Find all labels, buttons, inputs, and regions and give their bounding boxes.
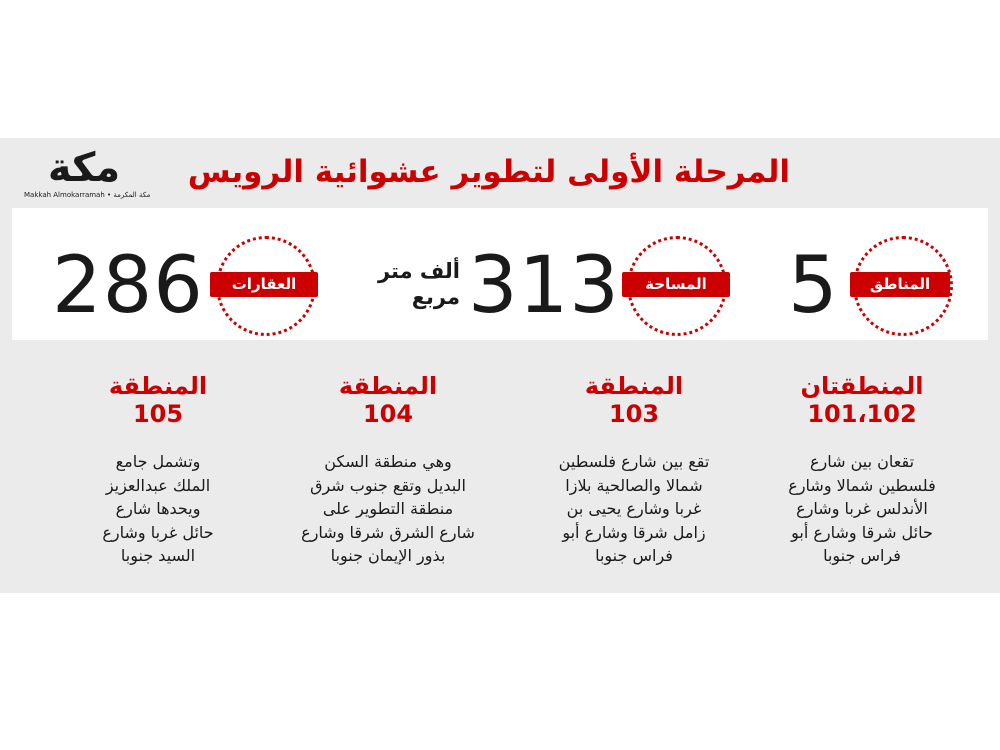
zone-line: حائل غربا وشارع bbox=[102, 522, 214, 542]
zone-line: فلسطين شمالا وشارع bbox=[788, 475, 936, 495]
zone-line: بذور الإيمان جنوبا bbox=[330, 546, 446, 565]
zone-line: ويحدها شارع bbox=[115, 499, 201, 518]
zone-line: فراس جنوبا bbox=[823, 546, 901, 565]
zone-line: الملك عبدالعزيز bbox=[105, 475, 211, 495]
zone-line: فراس جنوبا bbox=[595, 546, 673, 565]
zone-number: 104 bbox=[362, 400, 414, 428]
zone-line: تقع بين شارع فلسطين bbox=[558, 452, 710, 471]
properties-badge: العقارات bbox=[210, 272, 318, 297]
zone-line: البديل وتقع جنوب شرق bbox=[310, 475, 466, 495]
zone-title: المنطقة bbox=[584, 372, 684, 400]
zone-line: وتشمل جامع bbox=[115, 452, 201, 471]
zone-line: غربا وشارع يحيى بن bbox=[566, 499, 702, 518]
zone-101-102 bbox=[752, 372, 972, 568]
zone-line: حائل شرقا وشارع أبو bbox=[791, 522, 933, 542]
regions-badge: المناطق bbox=[850, 272, 950, 297]
zone-number: 101،102 bbox=[807, 400, 917, 428]
zone-description bbox=[278, 450, 498, 568]
zone-line: وهي منطقة السكن bbox=[324, 452, 452, 471]
zone-line: تقعان بين شارع bbox=[809, 452, 915, 471]
area-unit-line1: ألف متر bbox=[377, 259, 460, 283]
zone-line: شمالا والصالحية بلازا bbox=[565, 475, 703, 495]
logo-tagline: Makkah Almokarramah • مكة المكرمة bbox=[24, 191, 151, 199]
zone-105 bbox=[48, 372, 268, 568]
area-value: 313 bbox=[468, 241, 620, 331]
zone-104 bbox=[278, 372, 498, 568]
area-badge: المساحة bbox=[622, 272, 730, 297]
zone-description bbox=[48, 450, 268, 568]
zone-description bbox=[752, 450, 972, 568]
properties-value: 286 bbox=[52, 241, 204, 331]
zone-line: زامل شرقا وشارع أبو bbox=[562, 522, 706, 542]
zone-title: المنطقة bbox=[338, 372, 438, 400]
zone-line: السيد جنوبا bbox=[120, 546, 196, 565]
regions-value: 5 bbox=[788, 241, 839, 331]
zone-title: المنطقة bbox=[108, 372, 208, 400]
makkah-logo bbox=[24, 145, 151, 204]
zone-number: 105 bbox=[132, 400, 184, 428]
zone-line: منطقة التطوير على bbox=[322, 499, 454, 518]
zone-line: الأندلس غربا وشارع bbox=[796, 499, 928, 518]
zone-103 bbox=[524, 372, 744, 568]
zone-number: 103 bbox=[608, 400, 660, 428]
zone-description bbox=[524, 450, 744, 568]
zone-line: شارع الشرق شرقا وشارع bbox=[301, 522, 475, 542]
zone-title: المنطقتان bbox=[800, 372, 924, 400]
area-unit-line2: مربع bbox=[411, 285, 460, 309]
logo-wordmark: مكة bbox=[47, 145, 121, 191]
infographic-title: المرحلة الأولى لتطوير عشوائية الرويس bbox=[187, 154, 790, 190]
